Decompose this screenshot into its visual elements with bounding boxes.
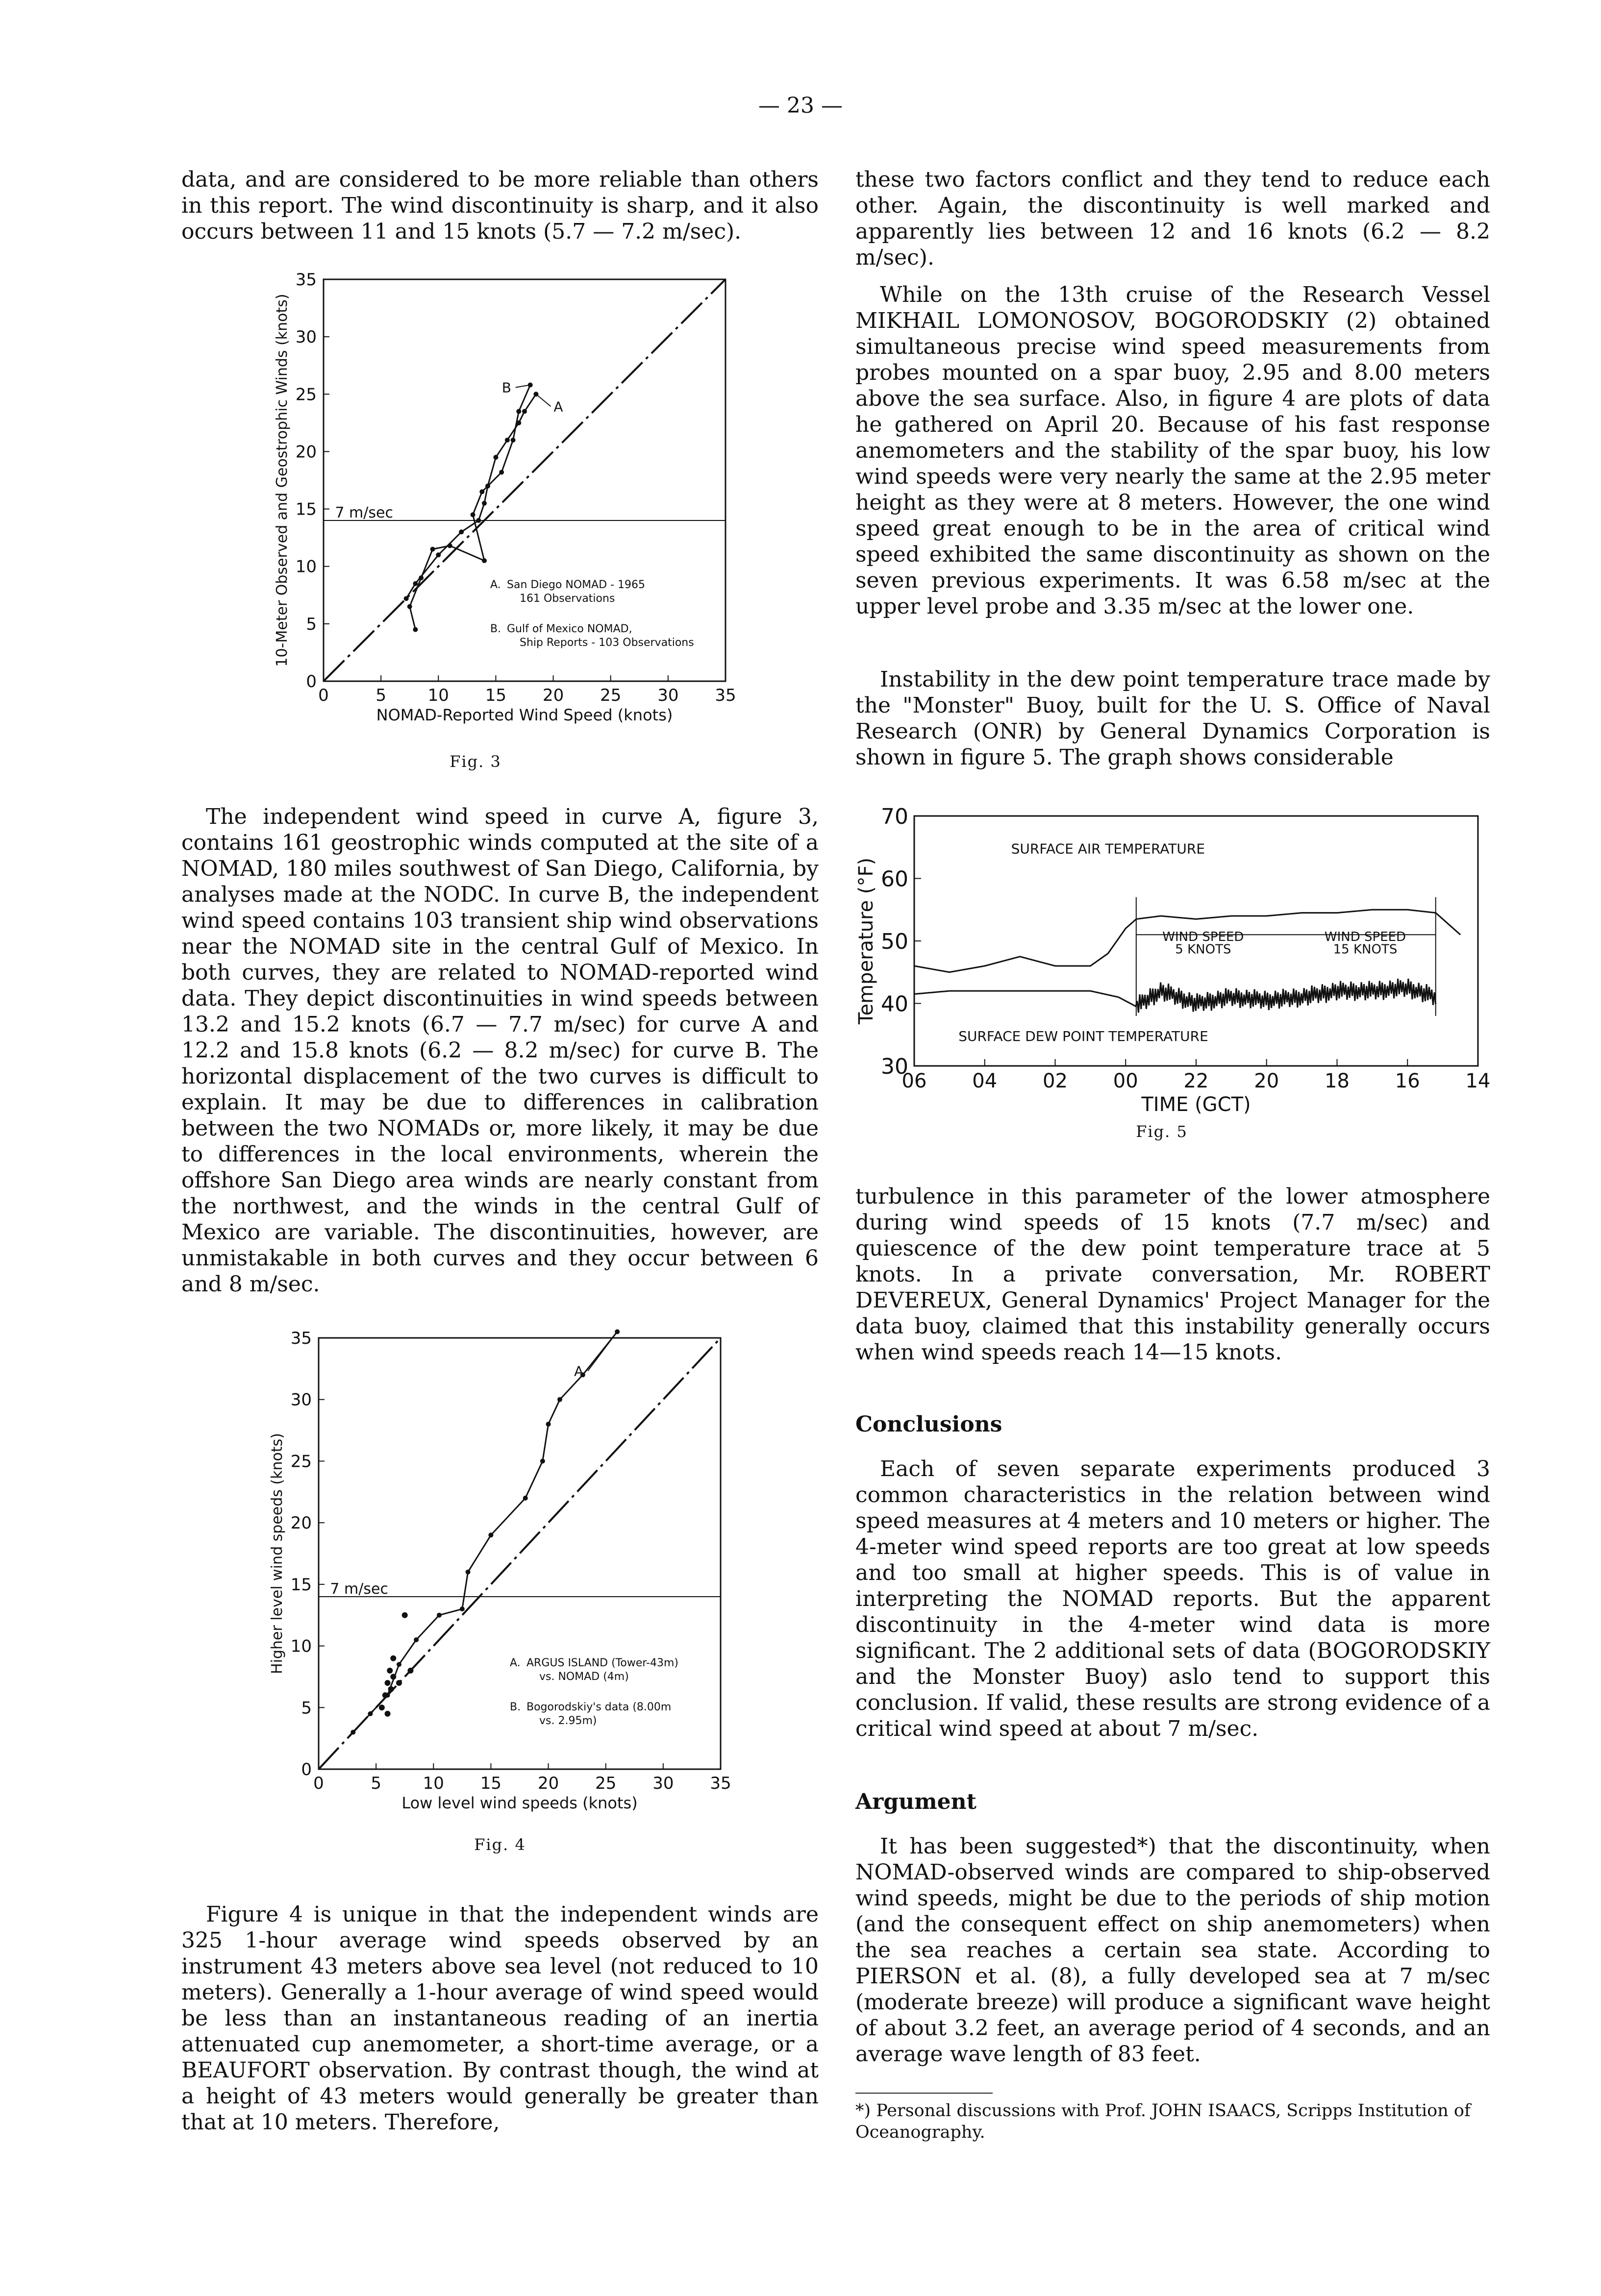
y-tick-label: 30 [290,1390,312,1410]
x-tick-label: 15 [485,686,507,705]
data-point [407,604,412,609]
y-tick-label: 25 [290,1452,312,1472]
y-tick-label: 20 [295,442,317,462]
x-tick-label: 0 [313,1774,324,1793]
y-tick-label: 60 [881,866,908,892]
left-paragraph-2 [181,804,819,1297]
data-point [430,547,435,552]
reference-line-label: 7 m/sec [330,1580,388,1598]
scatter-point [387,1668,393,1674]
data-point [511,438,516,443]
page-number: — 23 — [758,93,843,118]
data-point [471,512,475,517]
legend-key: B. [510,1701,521,1713]
data-point [436,552,441,557]
annotation-wind-5: WIND SPEED [1162,930,1244,944]
conclusions-text: Each of seven separate experiments produced 3 common characteristics in the relation between wind speed measures at 4 meters and 10 meters or higher. The 4-meter wind speed reports are too great at low speeds and too small at higher speeds. This is of value in interpreting the NOMAD reports. But the apparent discontinuity in the 4-meter wind data is more significant. The 2 additional sets of data (BOGORODSKIY and the Monster Buoy) aslo tend to support this conclusion. If valid, these results are strong evidence of a critical wind speed at about 7 m/sec. [855,1457,1490,1741]
y-tick-label: 30 [295,327,317,347]
x-tick-label: 30 [652,1774,674,1793]
x-tick-label: 02 [1043,1070,1068,1092]
x-tick-label: 25 [600,686,622,705]
y-tick-label: 35 [295,270,317,290]
y-tick-label: 15 [290,1575,312,1595]
data-point [460,1606,465,1611]
right-paragraph-4 [855,1184,1490,1365]
y-tick-label: 35 [290,1329,312,1348]
argument-section [855,1789,1490,2067]
data-point [413,581,418,586]
footnote-rule [855,2093,993,2094]
y-tick-label: 30 [881,1054,908,1079]
figure-4-chart [235,1328,765,1828]
x-tick-label: 20 [542,686,564,705]
x-tick-label: 25 [595,1774,617,1793]
data-point [493,455,498,460]
y-tick-label: 20 [290,1513,312,1533]
figure-3-chart [235,265,765,745]
data-point [476,518,481,523]
x-tick-label: 06 [901,1070,927,1092]
x-tick-label: 35 [715,686,736,705]
x-tick-label: 10 [423,1774,444,1793]
y-tick-label: 70 [881,804,908,829]
x-axis-label: NOMAD-Reported Wind Speed (knots) [376,706,673,724]
series-label: B [501,379,511,396]
y-axis-label: 10-Meter Observed and Geostrophic Winds (knots) [274,294,291,667]
reference-line-label: 7 m/sec [335,504,393,521]
x-tick-label: 20 [1254,1070,1279,1092]
data-point [488,1532,493,1537]
data-point [540,1458,545,1463]
data-point [413,627,418,632]
right-paragraph-3-text: Instability in the dew point temperature trace made by the "Monster" Buoy, built for the U. S. Office of Naval Research (ONR) by General Dynamics Corporation is shown in figure 5. The graph shows considerable [855,667,1490,770]
data-point [546,1422,551,1427]
y-axis-label: Higher level wind speeds (knots) [269,1433,286,1674]
conclusions-heading: Conclusions [855,1412,1002,1437]
annotation-wind-15-knots: 15 KNOTS [1333,942,1398,957]
legend-line1: San Diego NOMAD - 1965 [507,579,646,591]
data-point [522,409,527,414]
series-label-leader [536,394,550,406]
legend-key: A. [510,1657,521,1669]
y-tick-label: 5 [301,1698,312,1718]
data-point [523,1496,528,1501]
scatter-point [385,1711,391,1717]
x-tick-label: 5 [375,686,386,705]
data-point [499,470,504,475]
data-point [505,438,510,443]
y-tick-label: 10 [295,557,317,577]
legend-line2: vs. NOMAD (4m) [539,1671,629,1683]
conclusions-section [855,1411,1490,1742]
series-line-B [410,385,530,630]
x-axis-label: Low level wind speeds (knots) [401,1794,638,1812]
y-tick-label: 0 [306,672,317,691]
y-tick-label: 5 [306,614,317,634]
right-paragraph-1-text: these two factors conflict and they tend to reduce each other. Again, the discontinuity is well marked and apparently lies between 12 and 16 knots (6.2 — 8.2 m/sec). [855,167,1490,270]
data-point [397,1662,401,1667]
left-paragraph-2-text: The independent wind speed in curve A, figure 3, contains 161 geostrophic winds computed at the site of a NOMAD, 180 miles southwest of San Diego, California, by analyses made at the NODC. In curve B, the independent wind speed contains 103 transient ship wind observations near the NOMAD site in the central Gulf of Mexico. In both curves, they are related to NOMAD-reported wind data. They depict discontinuities in wind speeds between 13.2 and 15.2 knots (6.7 — 7.7 m/sec) for curve A and 12.2 and 15.8 knots (6.2 — 8.2 m/sec) for curve B. The horizontal displacement of the two curves is difficult to explain. It may be due to differences in calibration between the two NOMADs or, more likely, it may be due to differences in the local environments, wherein the offshore San Diego area winds are nearly constant from the northwest, and the winds in the central Gulf of Mexico are variable. The discontinuities, however, are unmistakable in both curves and they occur between 6 and 8 m/sec. [181,804,819,1297]
figure-4-caption: Fig. 4 [474,1835,526,1854]
data-point [368,1711,373,1716]
annotation-air: SURFACE AIR TEMPERATURE [1011,840,1205,857]
legend-line1: Bogorodskiy's data (8.00m [526,1701,672,1713]
x-tick-label: 22 [1183,1070,1209,1092]
right-paragraph-2 [855,282,1490,619]
x-tick-label: 35 [710,1774,731,1793]
x-tick-label: 04 [972,1070,998,1092]
y-tick-label: 50 [881,929,908,954]
x-tick-label: 18 [1325,1070,1350,1092]
series-label-leader [516,385,530,388]
annotation-wind-5-knots: 5 KNOTS [1175,942,1231,957]
scatter-point [379,1704,385,1710]
annotation-dew: SURFACE DEW POINT TEMPERATURE [958,1028,1208,1044]
data-point [459,529,464,534]
data-point [350,1730,355,1735]
y-tick-label: 25 [295,385,317,405]
scatter-point [388,1686,394,1692]
data-point [414,1637,419,1642]
left-paragraph-1 [181,167,819,245]
data-point [437,1613,442,1618]
y-tick-label: 15 [295,499,317,519]
x-tick-label: 16 [1395,1070,1420,1092]
legend-line1: ARGUS ISLAND (Tower-43m) [526,1657,678,1669]
data-point [482,558,487,563]
scatter-point [407,1668,413,1674]
legend-key: A. [490,579,501,591]
x-axis-label: TIME (GCT) [1141,1093,1251,1116]
legend-line1: Gulf of Mexico NOMAD, [507,623,632,635]
footnote: *) Personal discussions with Prof. JOHN ISAACS, Scripps Institution of Oceanography. [855,2101,1471,2142]
argument-text: It has been suggested*) that the discontinuity, when NOMAD-observed winds are compared to ship-observed wind speeds, might be due to the periods of ship motion (and the consequent effect on ship anemometers) when the sea reaches a certain sea state. According to PIERSON et al. (8), a fully developed sea at 7 m/sec (moderate breeze) will produce a significant wave height of about 3.2 feet, an average period of 4 seconds, and an average wave length of 83 feet. [855,1834,1490,2067]
x-tick-label: 20 [537,1774,559,1793]
scatter-point [402,1612,408,1618]
legend-line2: 161 Observations [520,593,615,605]
data-point [419,575,424,580]
data-point [557,1397,562,1402]
data-point [479,489,484,494]
data-point [516,409,521,414]
right-paragraph-1 [855,167,1490,271]
scatter-point [385,1680,391,1686]
legend-line2: Ship Reports - 103 Observations [520,637,694,649]
series-line-dew-point [914,979,1436,1012]
data-point [466,1570,471,1575]
annotation-wind-15: WIND SPEED [1324,930,1406,944]
x-tick-label: 15 [480,1774,502,1793]
x-tick-label: 00 [1113,1070,1138,1092]
x-tick-label: 30 [657,686,679,705]
right-paragraph-4-text: turbulence in this parameter of the lower atmosphere during wind speeds of 15 knots (7.7 m/sec) and quiescence of the dew point temperature trace at 5 knots. In a private conversation, Mr. ROBERT DEVEREUX, General Dynamics' Project Manager for the data buoy, claimed that this instability generally occurs when wind speeds reach 14—15 knots. [855,1184,1490,1365]
y-axis-label: Temperature (°F) [855,857,877,1025]
figure-5-caption: Fig. 5 [1136,1122,1188,1141]
figure-3-caption: Fig. 3 [450,752,501,771]
y-tick-label: 40 [881,991,908,1017]
left-paragraph-1-text: data, and are considered to be more reliable than others in this report. The wind discontinuity is sharp, and it also occurs between 11 and 15 knots (5.7 — 7.2 m/sec). [181,167,819,244]
scatter-point [382,1692,388,1698]
data-point [404,596,409,601]
series-label: A [553,398,563,415]
series-label: A [574,1363,584,1380]
scatter-point [390,1655,396,1661]
left-paragraph-3 [181,1901,819,2135]
legend-line2: vs. 2.95m) [539,1715,597,1727]
legend-key: B. [490,623,501,635]
x-tick-label: 5 [371,1774,381,1793]
x-tick-label: 14 [1465,1070,1491,1092]
data-point [448,543,452,548]
figure-5-chart [851,791,1491,1116]
right-paragraph-3 [855,667,1490,770]
left-paragraph-3-text: Figure 4 is unique in that the independent winds are 325 1-hour average wind speeds observed by an instrument 43 meters above sea level (not reduced to 10 meters). Generally a 1-hour average of wind speed would be less than an instantaneous reading of an inertia attenuated cup anemometer, a short-time average, or a BEAUFORT observation. By contrast though, the wind at a height of 43 meters would generally be greater than that at 10 meters. Therefore, [181,1902,819,2135]
x-tick-label: 10 [427,686,449,705]
y-tick-label: 0 [301,1760,312,1779]
x-tick-label: 0 [318,686,329,705]
data-point [482,501,487,506]
scatter-point [396,1680,402,1686]
argument-heading: Argument [855,1789,976,1814]
right-paragraph-2-text: While on the 13th cruise of the Research Vessel MIKHAIL LOMONOSOV, BOGORODSKIY (2) obtained simultaneous precise wind speed measurements from probes mounted on a spar buoy, 2.95 and 8.00 meters above the sea surface. Also, in figure 4 are plots of data he gathered on April 20. Because of his fast response anemometers and the stability of the spar buoy, his low wind speeds were very nearly the same at the 2.95 meter height as they were at 8 meters. However, the one wind speed great enough to be in the area of critical wind speed exhibited the same discontinuity as shown on the seven previous experiments. It was 6.58 m/sec at the upper level probe and 3.35 m/sec at the lower one. [855,282,1490,619]
y-tick-label: 10 [290,1636,312,1656]
one-to-one-line [324,279,725,681]
scatter-point [390,1674,396,1679]
